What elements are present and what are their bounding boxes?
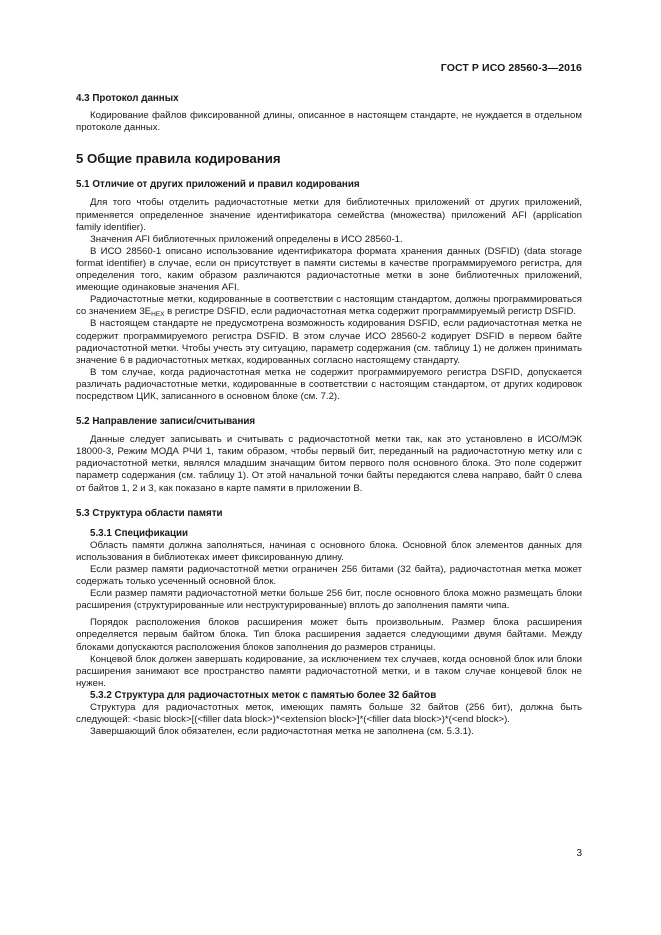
heading-5-3-1: 5.3.1 Спецификации [90,527,189,539]
heading-5-3: 5.3 Структура области памяти [76,507,223,519]
paragraph-5-3-2-1: Структура для радиочастотных меток, имеющих память больше 32 байтов (256 бит), должна быть следующей: <basic block>[(<filler data block>)*<extension block>]*(<filler data block>)*(<end block>). [76,702,582,726]
paragraph-5-1-4-part-a: Радиочастотные метки, кодированные в соответствии с настоящим стандартом, должны программироваться со значением 3E [76,294,582,318]
paragraph-5-1-6: В том случае, когда радиочастотная метка не содержит программируемого регистра DSFID, допускается различать радиочастотные метки, кодированные в соответствии с настоящим стандартом, от других кодировок посредством ЦИК, записанного в основном блоке (см. 7.2). [76,366,582,402]
paragraph-5-1-3: В ИСО 28560-1 описано использование идентификатора формата хранения данных (DSFID) (data storage format identifier) в случае, если он присутствует в памяти системы в качестве программируемого регистра, для определения того, каким образом различаются радиочастотные метки в зоне библиотечных приложений, имеющие одинаковые значения AFI. [76,245,582,294]
document-header: ГОСТ Р ИСО 28560-3—2016 [440,62,582,74]
paragraph-5-1-4-part-b: в регистре DSFID, если радиочастотная метка содержит программируемый регистр DSFID. [164,306,577,318]
paragraph-5-3-1-3: Если размер памяти радиочастотной метки больше 256 бит, после основного блока можно размещать блоки расширения (структурированные или неструктурированные) вплоть до заполнения памяти чипа. [76,588,582,612]
paragraph-5-3-1-2: Если размер памяти радиочастотной метки ограничен 256 битами (32 байта), радиочастотная метка может содержать только усеченный основной блок. [76,564,582,588]
heading-5-1: 5.1 Отличие от других приложений и правил кодирования [76,179,360,191]
paragraph-5-3-1-4: Порядок расположения блоков расширения может быть произвольным. Размер блока расширения определяется первым байтом блока. Тип блока расширения задается следующими двумя байтами. Между блоками допускаются расположения блоков заполнения до размеров страницы. [76,617,582,653]
document-body [76,90,582,738]
paragraph-5-1-1: Для того чтобы отделить радиочастотные метки для библиотечных приложений от других приложений, применяется определенное значение идентификатора семейства (множества) приложений AFI (application family identifier). [76,197,582,233]
paragraph-5-1-4 [76,294,582,318]
heading-5-2: 5.2 Направление записи/считывания [76,416,256,428]
paragraph-5-3-2-2: Завершающий блок обязателен, если радиочастотная метка не заполнена (см. 5.3.1). [90,726,474,738]
paragraph-5-1-2: Значения AFI библиотечных приложений определены в ИСО 28560-1. [90,233,403,245]
paragraph-5-1-5: В настоящем стандарте не предусмотрена возможность кодирования DSFID, если радиочастотная метка не содержит программируемого регистра DSFID. В этом случае ИСО 28560-2 кодирует DSFID в первом байте радиочастотной метки. Чтобы учесть эту ситуацию, параметр содержания (см. таблицу 1) не должен принимать значение 6 в радиочастотных метках, кодированных согласно настоящему стандарту. [76,318,582,366]
paragraph-5-3-1-5: Концевой блок должен завершать кодирование, за исключением тех случаев, когда основной блок или блоки расширения занимают все пространство памяти радиочастотной метки, и в таком случае концевой блок не нужен. [76,653,582,689]
paragraph-4-3-1: Кодирование файлов фиксированной длины, описанное в настоящем стандарте, не нуждается в отдельном протоколе данных. [76,110,582,134]
heading-4-3: 4.3 Протокол данных [76,93,179,104]
heading-5: 5 Общие правила кодирования [76,151,281,167]
paragraph-5-3-1-1: Область памяти должна заполняться, начиная с основного блока. Основной блок элементов данных для использования в библиотеках имеет фиксированную длину. [76,539,582,563]
heading-5-3-2: 5.3.2 Структура для радиочастотных меток с памятью более 32 байтов [90,689,437,701]
page-number: 3 [576,848,582,859]
hex-subscript: HEX [151,311,165,319]
paragraph-5-2-1: Данные следует записывать и считывать с радиочастотной метки так, как это установлено в ИСО/МЭК 18000-3, Режим МОДА РЧИ 1, таким образом, чтобы первый бит, переданный на радиочастотную метку или с радиочастотной метки, являлся младшим значащим битом первого поля основного блока. Это поле содержит параметр содержания (см. таблицу 1). От этой начальной точки байты передаются слева направо, байт 0 слева от байтов 1, 2 и 3, как показано в карте памяти в приложении В. [76,434,582,494]
